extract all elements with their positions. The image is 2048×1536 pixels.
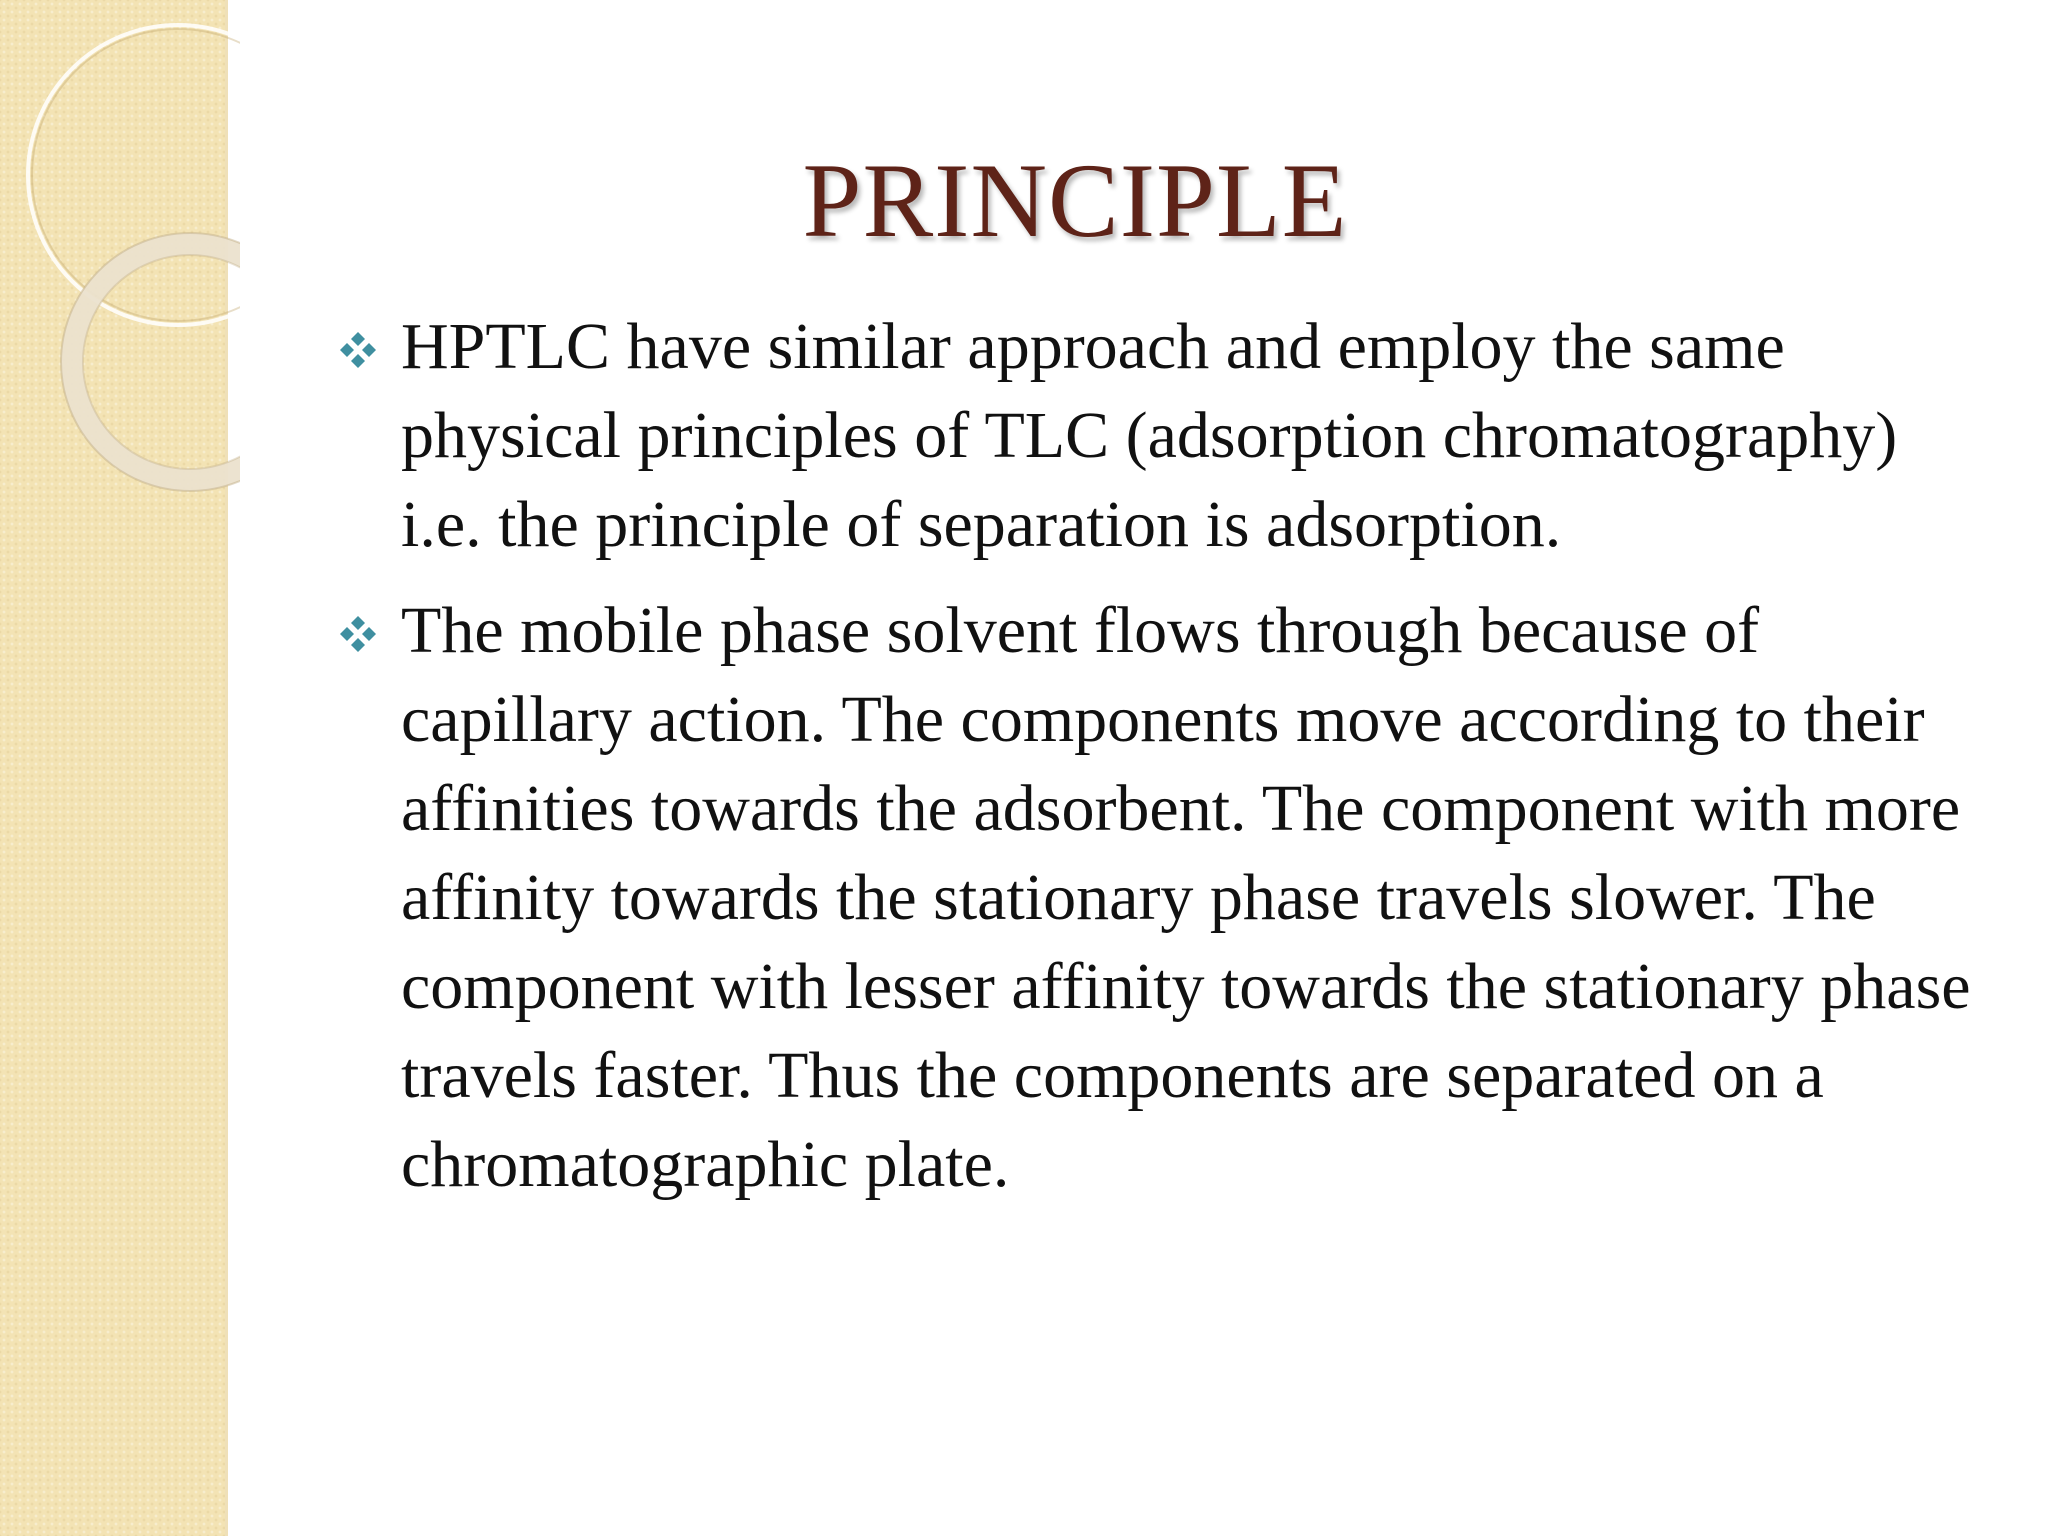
bullet-item bbox=[338, 302, 1978, 569]
bullet-list bbox=[338, 302, 1978, 1226]
diamond-bullet-icon bbox=[338, 614, 378, 654]
bullet-text: HPTLC have similar approach and employ the same physical principles of TLC (adsorption chromatography) i.e. the principle of separation is adsorption. bbox=[401, 310, 1898, 561]
bullet-text: The mobile phase solvent flows through because of capillary action. The components move according to their affinities towards the adsorbent. The component with more affinity towards the stationary phase travels slower. The component with lesser affinity towards the stationary phase travels faster. Thus the components are separated on a chromatographic plate. bbox=[401, 594, 1971, 1201]
diamond-bullet-icon bbox=[338, 330, 378, 370]
bullet-item bbox=[338, 586, 1978, 1209]
slide-title: PRINCIPLE bbox=[802, 142, 1348, 259]
